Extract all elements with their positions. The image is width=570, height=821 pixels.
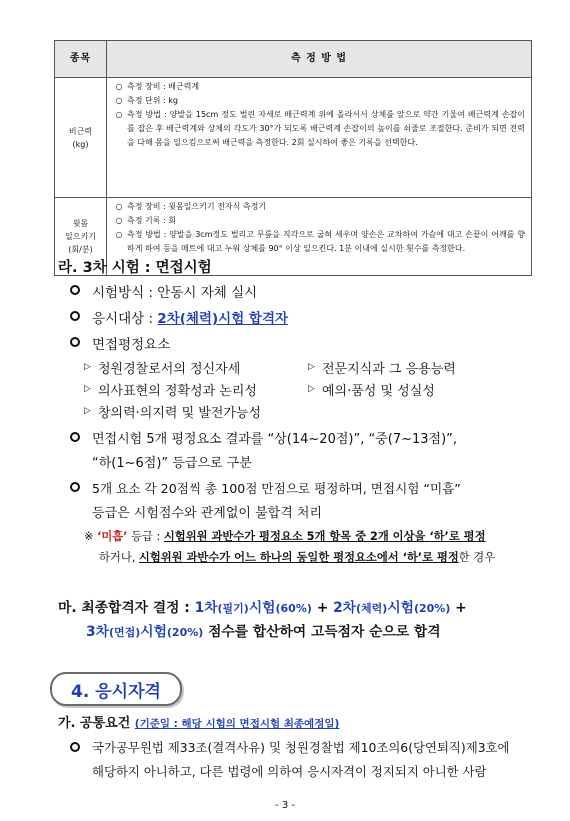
final-decision-line2 xyxy=(86,620,441,640)
evaluation-element: 의사표현의 정확성과 논리성 xyxy=(98,384,257,399)
section-badge-label: 4. 응시자격 xyxy=(71,682,161,702)
requirement-label: 가. 공통요건 xyxy=(58,716,135,731)
requirement-line1: 국가공무원법 제33조(결격사유) 및 청원경찰법 제10조의6(당연퇴직)제3호에 xyxy=(92,740,510,755)
common-requirement-heading xyxy=(58,712,339,731)
page-number: - 3 - xyxy=(275,800,295,811)
category-line: 비근력 xyxy=(68,126,93,136)
score-text-line1: 5개 요소 각 20점씩 총 100점 만점으로 평정하며, 면접시험 “미흡” xyxy=(92,481,461,496)
hollow-circle-bullet-icon xyxy=(70,482,80,492)
evaluation-element: 전문지식과 그 응용능력 xyxy=(322,362,456,377)
final-decision-line1 xyxy=(58,596,467,616)
evaluation-element: 청원경찰로서의 정신자세 xyxy=(98,362,241,377)
table-row-category xyxy=(55,78,107,198)
stage-weight: (20%) xyxy=(413,602,451,615)
circle-bullet-icon: ○ xyxy=(115,216,123,225)
triangle-bullet-icon: ▷ xyxy=(308,362,315,372)
hollow-circle-bullet-icon xyxy=(70,285,80,295)
weight-interview xyxy=(86,624,203,640)
interview-target xyxy=(92,307,288,327)
triangle-bullet-icon: ▷ xyxy=(84,406,91,416)
method-item: 측정 장비 : 윗몸일으키기 전자식 측정기 xyxy=(127,202,267,211)
measurement-table xyxy=(54,40,532,276)
stage: 1차 xyxy=(194,600,218,616)
table-header-event: 종목 xyxy=(55,41,107,78)
section-badge xyxy=(50,672,182,706)
note-text: 하거나, xyxy=(99,551,139,564)
note-condition-1: 시험위원 과반수가 평정요소 5개 항목 중 2개 이상을 ‘하’로 평정 xyxy=(163,530,486,543)
interview-method: 시험방식 : 안동시 자체 실시 xyxy=(92,285,258,301)
plus-sign: + xyxy=(450,600,467,616)
note-condition-2: 시험위원 과반수가 어느 하나의 동일한 평정요소에서 ‘하’로 평정 xyxy=(138,551,459,564)
evaluation-element: 창의력·의지력 및 발전가능성 xyxy=(98,406,262,421)
note-line1 xyxy=(84,528,486,544)
table-header-method: 측 정 방 법 xyxy=(107,41,532,78)
method-item: 측정 기록 : 회 xyxy=(127,216,176,225)
method-item: 측정 장비 : 배근력계 xyxy=(127,82,200,91)
target-link[interactable]: 2차(체력)시험 합격자 xyxy=(157,311,289,327)
weight-physical xyxy=(333,600,450,616)
method-item: 측정 방법 : 양발을 15cm 정도 벌린 자세로 배근력계 위에 올라서서 상체를 앞으로 약간 기울여 배근력계 손잡이를 잡은 후 배근력계와 상체의 각도가 30°가 되도록 배근력계 손잡이의 높이를 쇠줄로 조절한다. 준비가 되면 전력을 다해 몸을 일으킴으로써 배근력을 측정한다. 2회 실시하여 좋은 기록을 선택한다. xyxy=(127,110,525,147)
stage-type: (면접) xyxy=(108,626,141,639)
stage-word: 시험 xyxy=(248,600,276,616)
final-decision-tail: 점수를 합산하여 고득점자 순으로 합격 xyxy=(203,624,441,640)
stage-word: 시험 xyxy=(140,624,167,640)
circle-bullet-icon: ○ xyxy=(115,230,123,239)
category-line: (회/분) xyxy=(68,245,93,254)
triangle-bullet-icon: ▷ xyxy=(308,384,315,394)
category-line: 윗몸 xyxy=(72,219,89,228)
stage: 3차 xyxy=(86,624,109,640)
stage-weight: (60%) xyxy=(275,602,312,615)
stage-type: (체력) xyxy=(356,602,388,615)
evaluation-element: 예의·품성 및 성실성 xyxy=(322,384,435,399)
plus-sign: + xyxy=(311,600,334,616)
weight-written xyxy=(195,600,312,616)
hollow-circle-bullet-icon xyxy=(70,742,80,752)
final-decision-label: 마. 최종합격자 결정 : xyxy=(58,600,195,616)
method-item: 측정 방법 : 양발을 3cm정도 벌리고 무릎을 직각으로 굽혀 세우며 양손은 교차하여 가슴에 대고 손끝이 어깨를 향하게 하여 등을 매트에 대고 누워 상체를 90° 이상 일으킨다. 1분 이내에 실시한 횟수를 측정한다. xyxy=(127,230,525,253)
circle-bullet-icon: ○ xyxy=(115,110,123,119)
requirement-base-date: (기준일 : 해당 시험의 면접시험 최종예정일) xyxy=(134,718,340,730)
requirement-line2: 해당하지 아니하고, 다른 법령에 의하여 응시자격이 정지되지 아니한 사람 xyxy=(92,764,487,779)
target-label: 응시대상 : xyxy=(92,311,158,327)
stage: 2차 xyxy=(333,600,356,616)
grade-text-line1: 면접시험 5개 평정요소 결과를 “상(14~20점)”, “중(7~13점)”, xyxy=(92,432,458,447)
evaluation-title: 면접평정요소 xyxy=(92,337,171,353)
grade-text-line2: “하(1~6점)” 등급으로 구분 xyxy=(92,456,252,471)
stage-word: 시험 xyxy=(387,600,414,616)
triangle-bullet-icon: ▷ xyxy=(84,384,91,394)
category-line: (kg) xyxy=(72,139,89,149)
note-mark: ※ xyxy=(84,530,94,543)
circle-bullet-icon: ○ xyxy=(115,202,123,211)
table-row-method xyxy=(107,78,532,198)
hollow-circle-bullet-icon xyxy=(70,432,80,442)
stage-type: (필기) xyxy=(217,602,249,615)
method-item: 측정 단위 : kg xyxy=(127,96,178,105)
circle-bullet-icon: ○ xyxy=(115,82,123,91)
note-keyword: ‘미흡’ xyxy=(97,530,128,543)
note-label: 등급 : xyxy=(127,530,164,543)
section-heading-interview: 라. 3차 시험 : 면접시험 xyxy=(58,260,212,276)
stage-weight: (20%) xyxy=(166,626,204,639)
category-line: 일으키기 xyxy=(65,232,96,241)
hollow-circle-bullet-icon xyxy=(70,337,80,347)
circle-bullet-icon: ○ xyxy=(115,96,123,105)
hollow-circle-bullet-icon xyxy=(70,311,80,321)
triangle-bullet-icon: ▷ xyxy=(84,362,91,372)
score-text-line2: 등급은 시험점수와 관계없이 불합격 처리 xyxy=(92,506,323,521)
note-line2 xyxy=(99,549,495,565)
note-text: 한 경우 xyxy=(458,551,496,564)
